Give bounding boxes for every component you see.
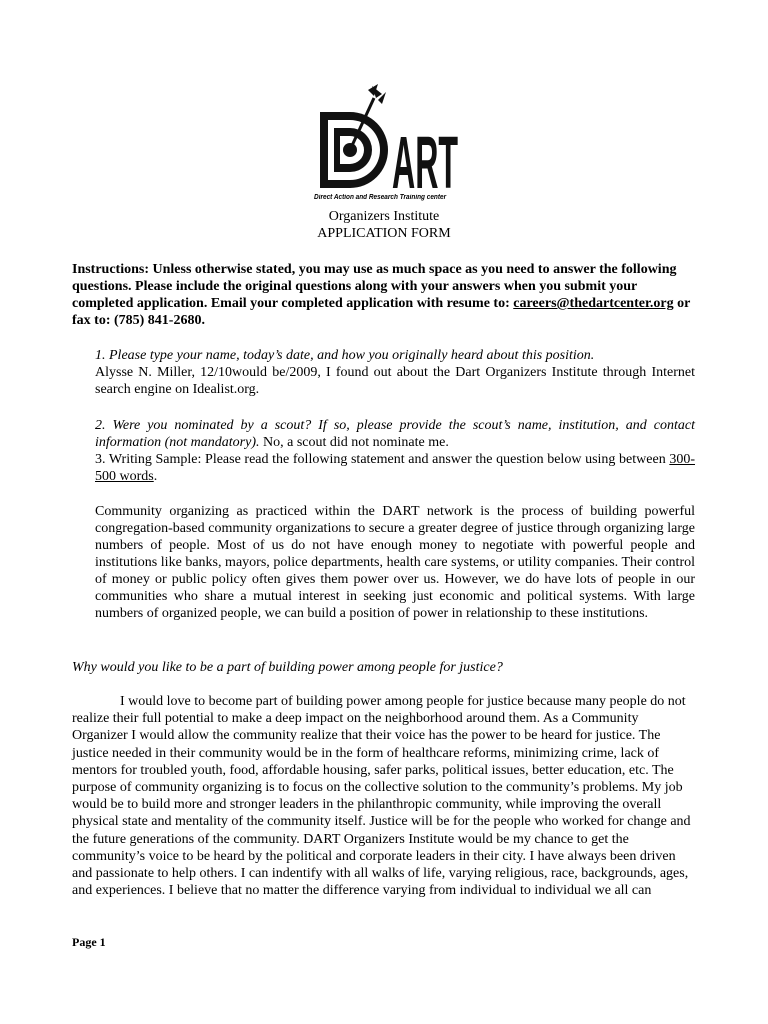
- essay-paragraph: I would love to become part of building power among people for justice because many people do not realize their full potential to make a deep impact on the neighborhood around them. As a Community Organizer I would allow the community realize that their voice has the power to be heard for justice. The justice needed in their community would be in the form of healthcare reforms, minimizing crime, lack of mentors for troubled youth, food, affordable housing, safer parks, political issues, better education, etc. The purpose of community organizing is to focus on the collective solution to the community’s problems. My job would be to build more and stronger leaders in the philanthropic community, while improving the overall physical state and mentality of the community itself. Justice will be for the people who worked for change and the future generations of the community. DART Organizers Institute would be my chance to get the community’s voice to be heard by the political and corporate leaders in their city. I have always been driven and passionate to help others. I can indentify with all walks of life, varying religious, race, backgrounds, ages, and experiences. I believe that no matter the difference varying from individual to individual we all can: [72, 694, 691, 899]
- question-2-answer: No, a scout did not nominate me.: [259, 435, 449, 450]
- form-title: APPLICATION FORM: [317, 226, 451, 241]
- dart-statement: Community organizing as practiced within the DART network is the process of building powerful congregation-based community organizations to secure a greater degree of justice through organizing large numbers of people. Most of us do not have enough money to negotiate with powerful people and institutions like banks, mayors, police departments, health care systems, or utility companies. Their control of money or public policy often gives them power over us. However, we do have lots of people in our communities who share a mutual interest in seeking just economic and political systems. With large numbers of organized people, we can build a position of power in relationship to these institutions.: [95, 504, 695, 621]
- dart-logo: [312, 76, 460, 208]
- question-1: [95, 347, 695, 398]
- question-1-answer: Alysse N. Miller, 12/10would be/2009, I found out about the Dart Organizers Institute through Internet search engine on Idealist.org.: [95, 365, 695, 397]
- question-3: 3. Writing Sample: Please read the following statement and answer the question below using between 300-500 words.: [95, 452, 695, 484]
- essay-answer: [72, 693, 694, 899]
- institute-title: Organizers Institute: [328, 209, 440, 224]
- email-link[interactable]: careers@thedartcenter.org: [513, 296, 674, 311]
- svg-text:ART: ART: [392, 121, 458, 196]
- logo-tagline: Direct Action and Research Training center: [314, 194, 447, 201]
- instructions-paragraph: [72, 261, 694, 329]
- dart-target-icon: [312, 76, 460, 196]
- question-1-text: 1. Please type your name, today’s date, and how you originally heard about this position.: [95, 348, 595, 363]
- fax-text: or fax to: (785) 841-2680.: [72, 296, 691, 328]
- question-2-text: 2. Were you nominated by a scout? If so, please provide the scout’s name, institution, and contact information (not mandatory).: [95, 418, 695, 450]
- question-3-text: 3. Writing Sample: Please read the following statement and answer the question below using between: [95, 452, 670, 467]
- page-number: Page 1: [72, 935, 106, 949]
- instructions-text: Instructions: Unless otherwise stated, you may use as much space as you need to answer the following questions. Please include the original questions along with your answers when you submit your completed application. Email your completed application with resume to:: [72, 262, 677, 311]
- word-count-requirement: 300-500 words: [95, 452, 695, 484]
- question-2: [95, 417, 695, 451]
- essay-prompt: Why would you like to be a part of building power among people for justice?: [72, 660, 503, 675]
